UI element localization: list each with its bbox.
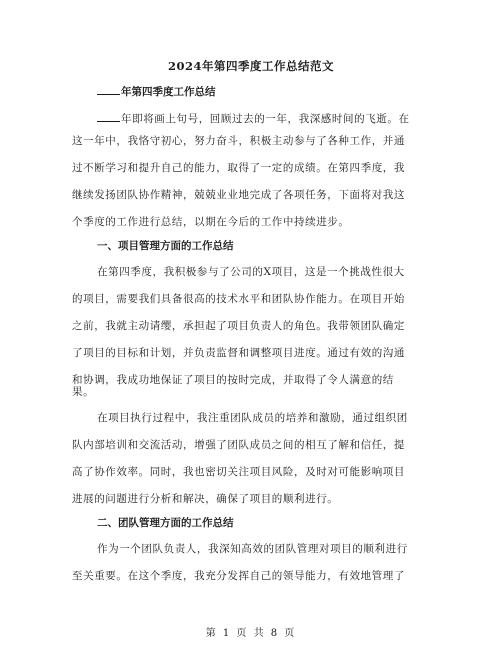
s1p2-line-4: 进展的问题进行分析和解决，确保了项目的顺利进行。	[72, 493, 339, 505]
s1p1-line-1: 在第四季度，我积极参与了公司的X项目，这是一个挑战性很大	[97, 266, 405, 278]
s2p1-line-1: 作为一个团队负责人，我深知高效的团队管理对项目的顺利进行	[97, 543, 408, 555]
s1p2-line-1: 在项目执行过程中，我注重团队成员的培养和激励，通过组织团	[97, 412, 408, 424]
s1p1-line-6: 果。	[72, 386, 95, 398]
intro-line-4: 继续发扬团队协作精神，兢兢业业地完成了各项任务，下面将对我这	[72, 189, 405, 201]
s1p1-line-4: 了项目的目标和计划，并负责监督和调整项目进度。通过有效的沟通	[72, 347, 405, 359]
intro-line-2: 这一年中，我恪守初心，努力奋斗，积极主动参与了各种工作，并通	[72, 135, 405, 147]
document-subtitle	[97, 84, 216, 99]
intro-line-1-text: 年即将画上句号，回顾过去的一年，我深感时间的飞逝。在	[121, 113, 410, 125]
page-footer: 第 1 页 共 8 页	[205, 628, 297, 639]
blank-underline	[97, 112, 120, 122]
s1p1-line-2: 的项目，需要我们具备很高的技术水平和团队协作能力。在项目开始	[72, 293, 405, 305]
s2p1-line-2: 至关重要。在这个季度，我充分发挥自己的领导能力，有效地管理了	[72, 570, 405, 582]
blank-underline	[97, 85, 120, 95]
s1p1-line-5: 和协调，我成功地保证了项目的按时完成，并取得了令人满意的结	[72, 374, 394, 386]
s1p1-line-3: 之前，我就主动请缨，承担起了项目负责人的角色。我带领团队确定	[72, 320, 405, 332]
section-2-heading: 二、团队管理方面的工作总结	[97, 517, 234, 529]
intro-line-3: 过不断学习和提升自己的能力，取得了一定的成绩。在第四季度，我	[72, 162, 405, 174]
intro-line-5: 个季度的工作进行总结，以期在今后的工作中持续进步。	[72, 216, 350, 228]
s1p2-line-3: 高了协作效率。同时，我也密切关注项目风险，及时对可能影响项目	[72, 466, 405, 478]
subtitle-text: 年第四季度工作总结	[121, 86, 216, 98]
intro-line-1	[97, 111, 410, 126]
section-1-heading: 一、项目管理方面的工作总结	[97, 240, 234, 252]
document-title: 2024年第四季度工作总结范文	[167, 59, 334, 73]
s1p2-line-2: 队内部培训和交流活动，增强了团队成员之间的相互了解和信任，提	[72, 439, 405, 451]
